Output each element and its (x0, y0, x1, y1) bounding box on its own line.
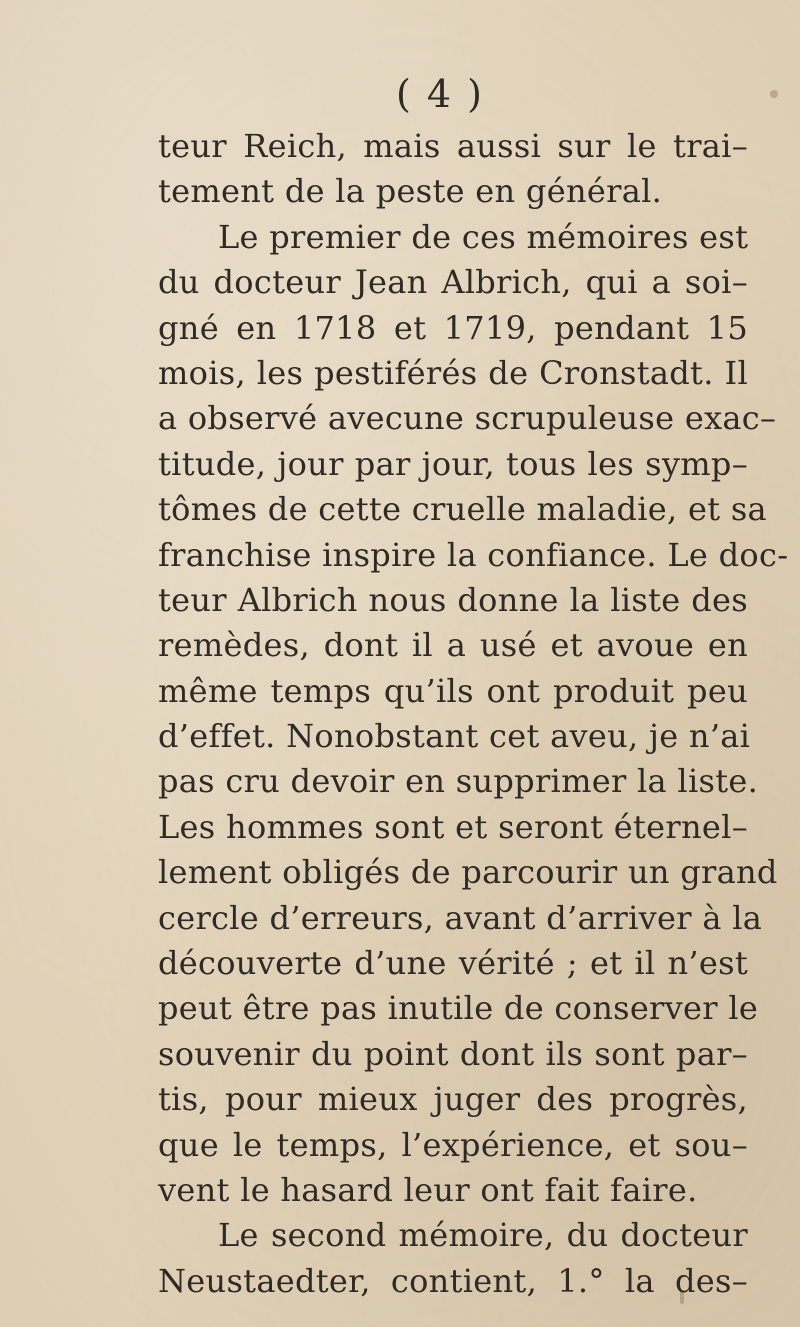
text-line: du docteur Jean Albrich, qui a soi– (158, 263, 748, 302)
text-line: pas cru devoir en supprimer la liste. (158, 762, 759, 801)
text-line: franchise inspire la confiance. Le doc- (158, 535, 789, 574)
text-line: mois, les pestiférés de Cronstadt. Il (158, 353, 748, 392)
text-line: teur Reich, mais aussi sur le trai– (158, 127, 748, 165)
text-line: que le temps, l’expérience, et sou– (158, 1125, 748, 1164)
text-line: lement obligés de parcourir un grand (158, 853, 778, 892)
text-line: découverte d’une vérité ; et il n’est (158, 944, 748, 983)
body-text (158, 124, 789, 1304)
text-line: vent le hasard leur ont fait faire. (158, 1170, 698, 1209)
text-line: souvenir du point dont ils sont par– (158, 1034, 748, 1073)
text-line: cercle d’erreurs, avant d’arriver à la (158, 898, 763, 937)
text-line: Le second mémoire, du docteur (218, 1216, 748, 1255)
text-line: d’effet. Nonobstant cet aveu, je n’ai (158, 717, 751, 756)
text-line: remèdes, dont il a usé et avoue en (158, 626, 748, 665)
text-line: peut être pas inutile de conserver le (158, 989, 759, 1028)
text-line: tement de la peste en général. (158, 172, 663, 211)
text-line: Neustaedter, contient, 1.° la des– (158, 1261, 748, 1300)
text-line: tis, pour mieux juger des progrès, (158, 1080, 748, 1119)
text-line: titude, jour par jour, tous les symp– (158, 444, 748, 483)
text-line: Le premier de ces mémoires est (218, 217, 749, 256)
page-number: ( 4 ) (396, 72, 484, 116)
text-line: a observé avecune scrupuleuse exac– (158, 399, 777, 438)
text-line: tômes de cette cruelle maladie, et sa (158, 490, 767, 529)
text-line: gné en 1718 et 1719, pendant 15 (158, 308, 748, 347)
text-line: même temps qu’ils ont produit peu (158, 671, 748, 710)
text-line: Les hommes sont et seront éternel– (158, 807, 748, 846)
text-line: teur Albrich nous donne la liste des (158, 580, 748, 619)
